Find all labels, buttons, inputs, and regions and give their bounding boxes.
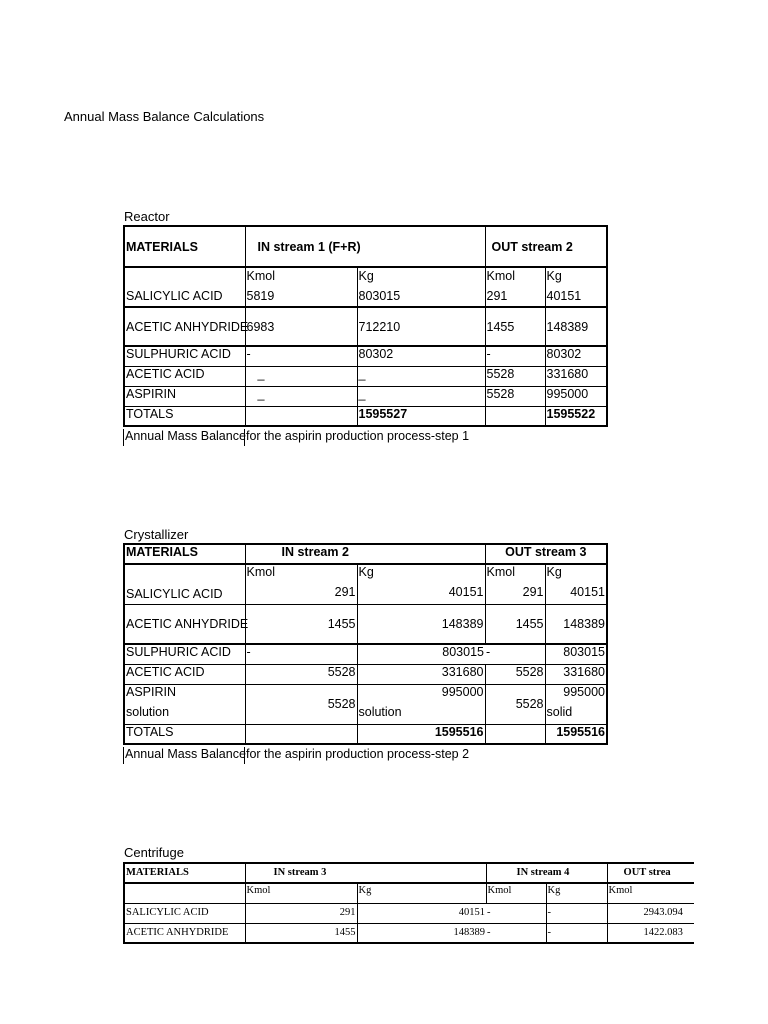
centrifuge-table	[123, 862, 694, 944]
totals-label: TOTALS	[124, 406, 245, 426]
value: 331680	[545, 366, 607, 386]
value: 40151	[570, 585, 605, 599]
caption-part-1: Annual Mass Balance	[123, 747, 246, 764]
value: 291	[486, 289, 508, 303]
unit-label: Kmol	[245, 883, 357, 903]
out-stream-header: OUT strea	[607, 863, 694, 883]
value: _	[357, 386, 485, 406]
value: 5819	[246, 289, 275, 303]
material-name: SALICYLIC ACID	[124, 267, 245, 307]
value: 291	[522, 585, 544, 599]
value: 148389	[545, 307, 607, 346]
unit-label: Kg	[546, 269, 562, 283]
unit-label: Kg	[546, 883, 607, 903]
note: solid	[546, 704, 573, 719]
total-in: 1595527	[357, 406, 485, 426]
value: -	[546, 923, 607, 943]
total-in: 1595516	[357, 724, 485, 744]
document-title: Annual Mass Balance Calculations	[64, 109, 265, 124]
note: solution	[358, 704, 402, 719]
value: 1455	[485, 307, 545, 346]
reactor-label: Reactor	[124, 209, 170, 224]
caption-part-1: Annual Mass Balance	[123, 429, 246, 446]
table-row	[124, 923, 694, 943]
material-name: SALICYLIC ACID	[124, 564, 245, 604]
value: _	[245, 386, 357, 406]
crystallizer-label: Crystallizer	[124, 527, 189, 542]
value: 1422.083	[607, 923, 694, 943]
value: 995000	[563, 684, 605, 699]
value: 291	[245, 903, 357, 923]
totals-label: TOTALS	[124, 724, 245, 744]
value: 2943.094	[607, 903, 694, 923]
value: 1455	[245, 604, 357, 644]
value: 1455	[245, 923, 357, 943]
value: 148389	[357, 923, 486, 943]
value: 995000	[441, 684, 484, 699]
value: 5528	[485, 386, 545, 406]
value: 5528	[245, 684, 357, 724]
material-name: SALICYLIC ACID	[124, 903, 245, 923]
material-name: SULPHURIC ACID	[124, 346, 245, 366]
value: 148389	[357, 604, 485, 644]
cell	[124, 883, 245, 903]
material-name: ACETIC ACID	[124, 366, 245, 386]
value: -	[245, 346, 357, 366]
unit-label: Kmol	[486, 883, 546, 903]
out-stream-header: OUT stream 2	[485, 226, 607, 267]
value: _	[357, 366, 485, 386]
value: 803015	[545, 644, 607, 664]
table-row	[124, 903, 694, 923]
value: -	[245, 644, 357, 664]
value: 40151	[357, 903, 486, 923]
unit-label: Kg	[358, 269, 374, 283]
value: 40151	[546, 289, 582, 303]
table-row	[124, 883, 694, 903]
value: 5528	[485, 684, 545, 724]
in-stream-header: IN stream 3	[245, 863, 486, 883]
value: -	[546, 903, 607, 923]
value: -	[485, 346, 545, 366]
material-name: ACETIC ACID	[124, 664, 245, 684]
centrifuge-label: Centrifuge	[124, 845, 184, 860]
value: 331680	[357, 664, 485, 684]
value: 291	[334, 585, 356, 599]
materials-header: MATERIALS	[124, 544, 245, 564]
value: 148389	[545, 604, 607, 644]
in-stream-header: IN stream 1 (F+R)	[245, 226, 485, 267]
value: 80302	[545, 346, 607, 366]
material-name: ASPIRIN	[126, 684, 177, 699]
value: 6983	[245, 307, 357, 346]
value: 712210	[357, 307, 485, 346]
materials-header: MATERIALS	[124, 226, 245, 267]
unit-label: Kmol	[607, 883, 694, 903]
caption-part-2: for the aspirin production process-step 2	[244, 747, 469, 764]
in-stream-header: IN stream 2	[245, 544, 485, 564]
materials-header: MATERIALS	[124, 863, 245, 883]
value: _	[245, 366, 357, 386]
unit-label: Kmol	[246, 269, 275, 283]
value: 5528	[485, 664, 545, 684]
value: 995000	[545, 386, 607, 406]
unit-label: Kg	[358, 565, 374, 579]
unit-label: Kg	[357, 883, 486, 903]
value: 803015	[358, 289, 401, 303]
unit-label: Kg	[546, 565, 562, 579]
material-name: SULPHURIC ACID	[124, 644, 245, 664]
value: 1455	[485, 604, 545, 644]
value: -	[485, 644, 545, 664]
out-stream-header: OUT stream 3	[485, 544, 607, 564]
value: 5528	[245, 664, 357, 684]
in-stream-4-header: IN stream 4	[486, 863, 607, 883]
material-name: ACETIC ANHYDRIDE	[124, 923, 245, 943]
unit-label: Kmol	[486, 269, 515, 283]
unit-label: Kmol	[486, 565, 515, 579]
value: 5528	[485, 366, 545, 386]
value: -	[486, 923, 546, 943]
total-out: 1595516	[545, 724, 607, 744]
value: 40151	[448, 585, 484, 599]
value: 331680	[545, 664, 607, 684]
caption-part-2: for the aspirin production process-step 1	[244, 429, 469, 446]
material-name: ASPIRIN	[124, 386, 245, 406]
value: -	[486, 903, 546, 923]
material-name: ACETIC ANHYDRIDE	[124, 604, 245, 644]
table-header-row	[124, 863, 694, 883]
unit-label: Kmol	[246, 565, 275, 579]
value: 803015	[357, 644, 485, 664]
total-out: 1595522	[545, 406, 607, 426]
material-name: ACETIC ANHYDRIDE	[124, 307, 245, 346]
value: 80302	[357, 346, 485, 366]
material-subtitle: solution	[126, 704, 170, 719]
